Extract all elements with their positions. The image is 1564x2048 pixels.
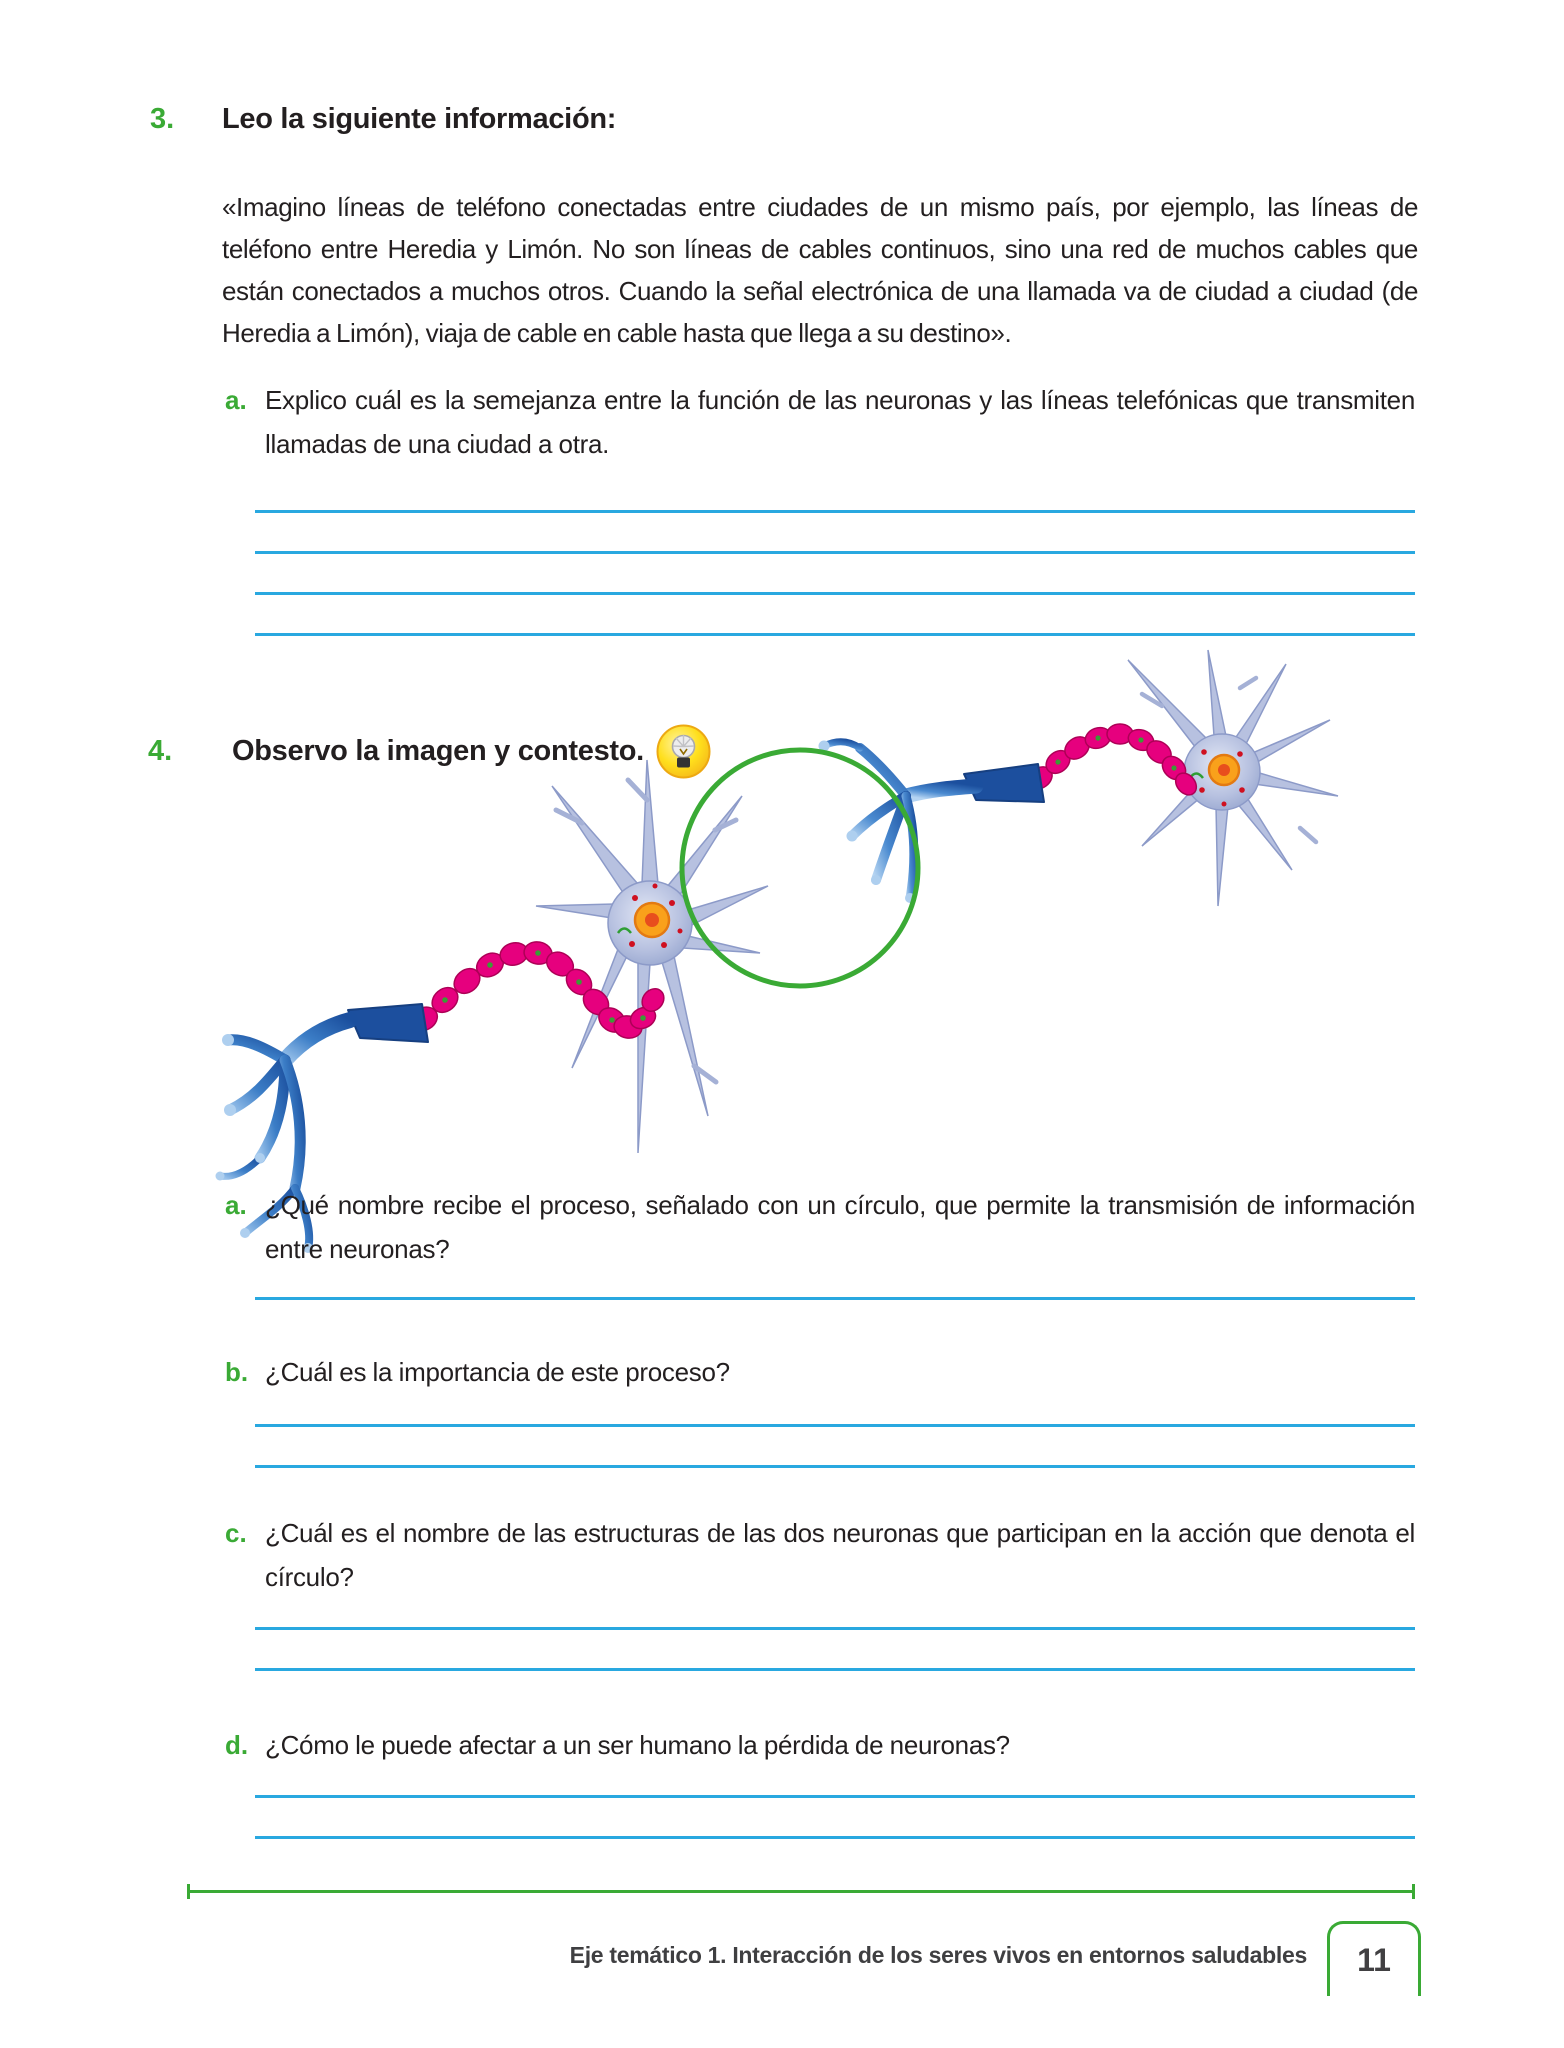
- answer-line: [255, 633, 1415, 636]
- answer-lines-c: [255, 1627, 1415, 1709]
- question-b-row: [225, 1350, 1415, 1394]
- question-c-row: [225, 1511, 1415, 1599]
- neuron-2-nucleolus: [1218, 764, 1230, 776]
- question-d-letter: d.: [225, 1730, 249, 1760]
- answer-line: [255, 551, 1415, 554]
- answer-line: [255, 592, 1415, 595]
- item3a-letter: a.: [225, 385, 247, 415]
- neuron-1-nucleolus: [645, 913, 659, 927]
- answer-lines-b: [255, 1424, 1415, 1506]
- neuron-2: [819, 650, 1339, 906]
- quote-paragraph: «Imagino líneas de teléfono conectadas entre ciudades de un mismo país, por ejemplo, las líneas de teléfono entre Heredia y Limón. No son líneas de cables continuos, sino una red de muchos cables que están conectados a muchos otros. Cuando la señal electrónica de una llamada va de ciudad a ciudad (de Heredia a Limón), viaja de cable en cable hasta que llega a su destino».: [222, 192, 1418, 348]
- page-number-box: [1327, 1921, 1421, 1996]
- answer-line: [255, 1297, 1415, 1300]
- answer-line: [255, 1836, 1415, 1839]
- item3a-text: Explico cuál es la semejanza entre la función de las neuronas y las líneas telefónicas que transmiten llamadas de una ciudad a otra.: [265, 385, 1415, 459]
- question-c-text: ¿Cuál es el nombre de las estructuras de las dos neuronas que participan en la acción que denota el círculo?: [265, 1518, 1415, 1592]
- answer-lines-a: [255, 1297, 1415, 1338]
- answer-line: [255, 510, 1415, 513]
- question-c-letter: c.: [225, 1518, 247, 1548]
- item3-number: 3.: [150, 103, 175, 135]
- question-d-text: ¿Cómo le puede afectar a un ser humano la pérdida de neuronas?: [265, 1730, 1010, 1760]
- item4-number: 4.: [148, 735, 173, 767]
- answer-line: [255, 1627, 1415, 1630]
- question-d-row: [225, 1723, 1415, 1767]
- answer-line: [255, 1424, 1415, 1427]
- item3-heading: [150, 103, 616, 136]
- item3a-row: [225, 378, 1415, 466]
- footer-theme-text: Eje temático 1. Interacción de los seres vivos en entornos saludables: [569, 1942, 1307, 1968]
- question-a-row: [225, 1183, 1415, 1271]
- question-b-letter: b.: [225, 1357, 249, 1387]
- footer-rule: [187, 1890, 1415, 1893]
- axon-terminal-2: [824, 742, 976, 898]
- answer-lines-d: [255, 1795, 1415, 1877]
- question-b-text: ¿Cuál es la importancia de este proceso?: [265, 1357, 730, 1387]
- answer-line: [255, 1795, 1415, 1798]
- answer-line: [255, 1465, 1415, 1468]
- myelin-axon-2: [1024, 724, 1201, 799]
- page-number: 11: [1357, 1941, 1391, 1978]
- question-a-letter: a.: [225, 1190, 247, 1220]
- axon-wedge-1: [348, 1004, 428, 1042]
- item3-title: Leo la siguiente información:: [222, 103, 617, 135]
- item4-title: Observo la imagen y contesto.: [232, 735, 644, 767]
- two-neurons-synapse-circled-illustration: [200, 648, 1340, 1260]
- answer-line: [255, 1668, 1415, 1671]
- question-a-text: ¿Qué nombre recibe el proceso, señalado con un círculo, que permite la transmisión de información entre neuronas?: [265, 1190, 1415, 1264]
